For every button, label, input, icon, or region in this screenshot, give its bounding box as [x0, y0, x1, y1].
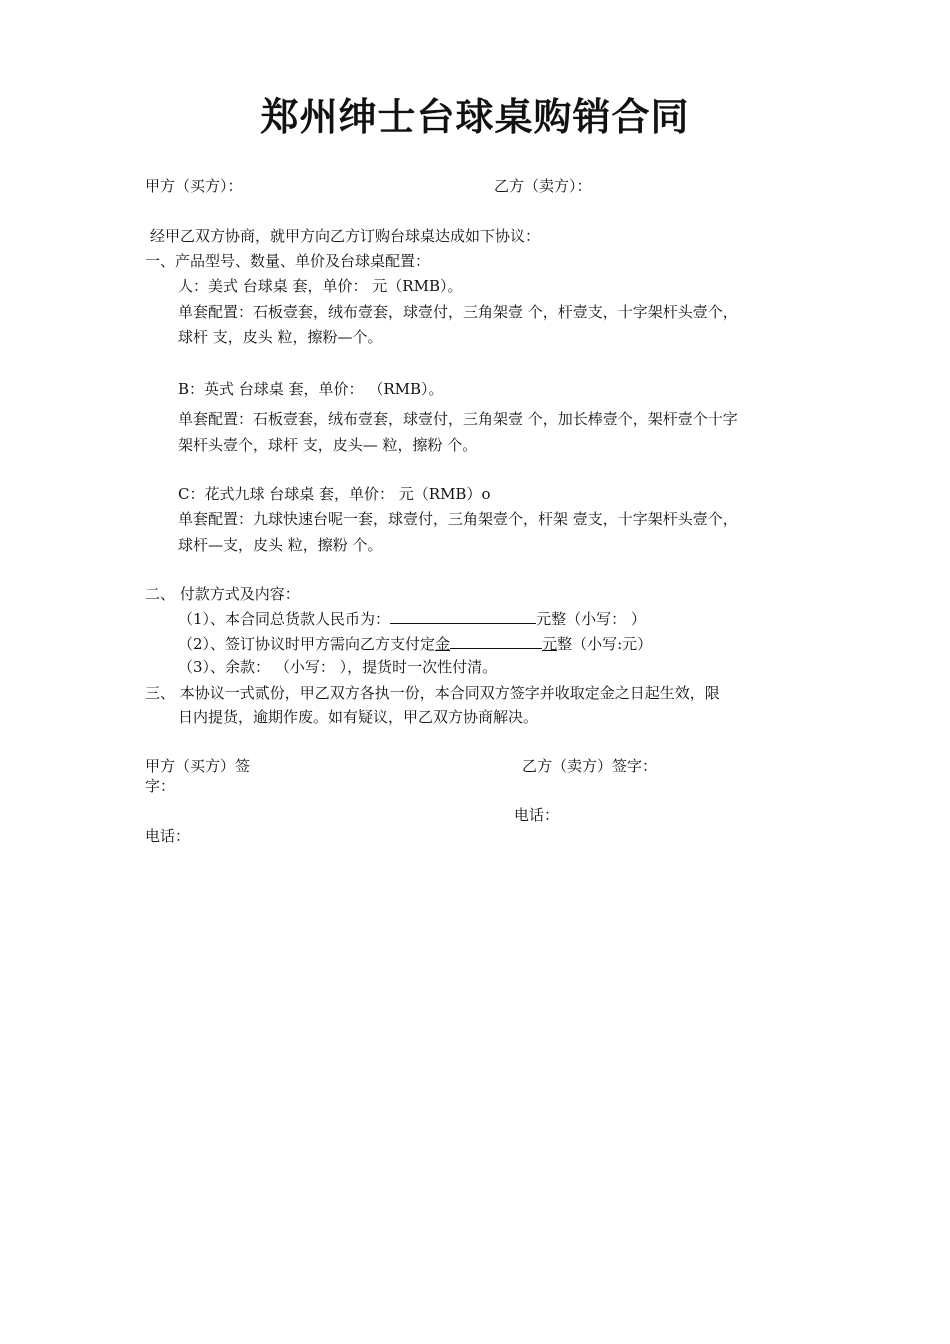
party-a-phone-label: 电话： [145, 827, 191, 845]
section3-line1: 三、 本协议一式贰份，甲乙双方各执一份，本合同双方签字并收取定金之日起生效，限 [145, 684, 720, 702]
payment-item-2-text: 、签订协议时甲方需向乙方支付定 [210, 635, 436, 653]
product-b-config-line2: 架杆头壹个，球杆 支，皮头— 粒，擦粉 个。 [178, 436, 478, 454]
payment-item-3 [178, 657, 497, 677]
product-c-line: C：花式九球 台球桌 套，单价： 元（RMB）o [178, 485, 491, 503]
section1-heading: 一、产品型号、数量、单价及台球桌配置： [145, 252, 431, 270]
party-b-phone-label: 电话： [514, 806, 560, 824]
deposit-word: 金 [435, 635, 451, 653]
intro-text: 经甲乙双方协商，就甲方向乙方订购台球桌达成如下协议： [150, 227, 541, 245]
deposit-unit: 元 [542, 635, 558, 653]
product-b-line: B：英式 台球桌 套，单价： （RMB）。 [178, 380, 444, 398]
section2-heading: 二、 付款方式及内容： [145, 585, 300, 603]
deposit-amount-blank [450, 632, 542, 649]
party-a-signature-label-cont: 字： [145, 777, 176, 795]
party-b-signature-label: 乙方（卖方）签字： [522, 757, 658, 775]
section3-line2: 日内提货，逾期作废。如有疑议，甲乙双方协商解决。 [178, 708, 539, 726]
payment-item-1-number: （1） [178, 610, 211, 628]
payment-item-3-number: （3） [178, 658, 211, 676]
payment-item-2-suffix: 整（小写:元） [557, 635, 653, 653]
party-a-label: 甲方（买方）： [145, 177, 243, 195]
payment-item-2-number: （2） [178, 635, 211, 653]
total-amount-blank [390, 607, 536, 624]
product-a-config-line2: 球杆 支，皮头 粒，擦粉—个。 [178, 328, 383, 346]
payment-item-1-suffix: 元整（小写： ） [536, 610, 646, 628]
product-a-line: 人：美式 台球桌 套，单价： 元（RMB）。 [178, 277, 463, 295]
party-b-label: 乙方（卖方）： [494, 177, 592, 195]
party-a-signature-label: 甲方（买方）签 [145, 757, 251, 775]
payment-item-3-text: 、余款： （小写： ），提货时一次性付清。 [210, 658, 498, 676]
payment-item-1 [178, 607, 646, 629]
product-a-config-line1: 单套配置：石板壹套，绒布壹套，球壹付，三角架壹 个，杆壹支，十字架杆头壹个， [178, 303, 738, 321]
product-c-config-line1: 单套配置：九球快速台呢一套，球壹付，三角架壹个，杆架 壹支，十字架杆头壹个， [178, 510, 738, 528]
product-c-config-line2: 球杆—支，皮头 粒，擦粉 个。 [178, 536, 383, 554]
payment-item-2 [178, 632, 652, 654]
contract-title: 郑州绅士台球桌购销合同 [260, 95, 690, 139]
product-b-config-line1: 单套配置：石板壹套，绒布壹套，球壹付，三角架壹 个，加长棒壹个，架杆壹个十字 [178, 410, 738, 428]
payment-item-1-text: 、本合同总货款人民币为： [210, 610, 391, 628]
